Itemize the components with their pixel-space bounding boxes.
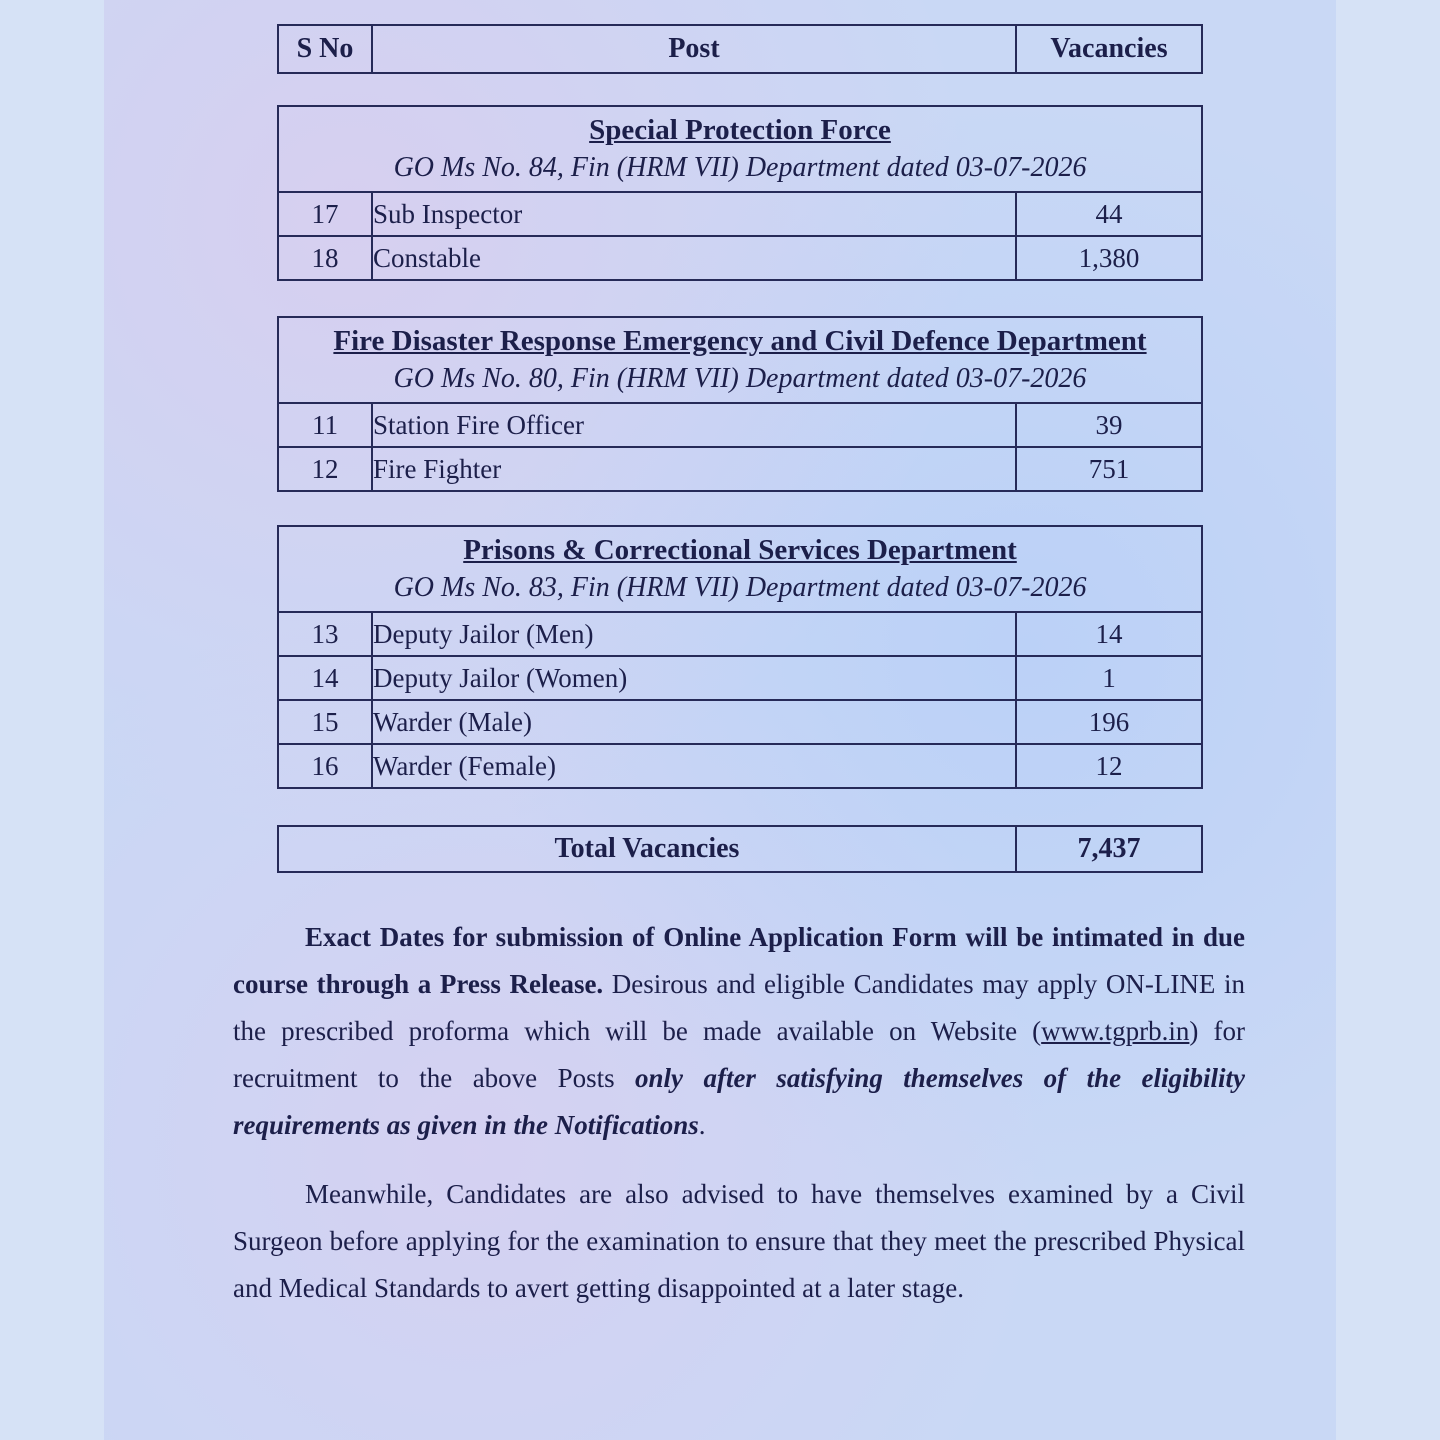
section-go: GO Ms No. 84, Fin (HRM VII) Department dated 03-07-2026 <box>393 152 1087 183</box>
section-title: Fire Disaster Response Emergency and Civil Defence Department <box>333 325 1147 357</box>
para-text: . <box>698 1110 706 1140</box>
row-post: Fire Fighter <box>372 447 1016 491</box>
row-post: Station Fire Officer <box>372 403 1016 447</box>
table-row <box>278 656 1202 700</box>
header-vacancies: Vacancies <box>1016 25 1202 73</box>
section-table-prisons <box>277 525 1203 789</box>
para-emphasis: only after satisfying themselves of the eligibility requirements as given in the Notifications <box>233 1063 1245 1140</box>
total-value: 7,437 <box>1016 826 1202 872</box>
row-post: Constable <box>372 236 1016 280</box>
section-table-fire <box>277 316 1203 492</box>
row-sno: 12 <box>278 447 372 491</box>
left-margin <box>0 0 104 1440</box>
row-vacancies: 14 <box>1016 612 1202 656</box>
header-sno: S No <box>278 25 372 73</box>
table-row <box>278 700 1202 744</box>
section-heading <box>278 106 1202 192</box>
section-title: Prisons & Correctional Services Department <box>463 534 1017 566</box>
para-text: ) for recruitment to the above Posts <box>233 1016 1245 1093</box>
row-vacancies: 12 <box>1016 744 1202 788</box>
header-table <box>277 24 1203 74</box>
row-sno: 15 <box>278 700 372 744</box>
paragraph-application <box>233 914 1245 1149</box>
row-vacancies: 1,380 <box>1016 236 1202 280</box>
row-post: Warder (Female) <box>372 744 1016 788</box>
table-row <box>278 192 1202 236</box>
right-margin <box>1336 0 1440 1440</box>
row-sno: 16 <box>278 744 372 788</box>
para-bold-lead: Exact Dates for submission of Online Application Form will be intimated in due course through a Press Release. <box>233 922 1245 999</box>
paragraph-medical: Meanwhile, Candidates are also advised to have themselves examined by a Civil Surgeon before applying for the examination to ensure that they meet the prescribed Physical and Medical Standards to avert getting disappointed at a later stage. <box>233 1179 1245 1303</box>
row-sno: 18 <box>278 236 372 280</box>
total-table <box>277 825 1203 873</box>
row-vacancies: 751 <box>1016 447 1202 491</box>
row-post: Deputy Jailor (Women) <box>372 656 1016 700</box>
row-vacancies: 1 <box>1016 656 1202 700</box>
table-row <box>278 744 1202 788</box>
row-post: Sub Inspector <box>372 192 1016 236</box>
section-heading <box>278 526 1202 612</box>
row-sno: 13 <box>278 612 372 656</box>
row-sno: 14 <box>278 656 372 700</box>
section-title: Special Protection Force <box>589 114 891 146</box>
para-text: Desirous and eligible Candidates may apply ON-LINE in the prescribed proforma which will be made available on Website ( <box>233 969 1245 1046</box>
table-row <box>278 236 1202 280</box>
website-link[interactable]: www.tgprb.in <box>1041 1016 1190 1046</box>
section-table-spf <box>277 105 1203 281</box>
row-post: Deputy Jailor (Men) <box>372 612 1016 656</box>
row-post: Warder (Male) <box>372 700 1016 744</box>
row-vacancies: 44 <box>1016 192 1202 236</box>
section-go: GO Ms No. 80, Fin (HRM VII) Department dated 03-07-2026 <box>393 363 1087 394</box>
total-label: Total Vacancies <box>278 826 1016 872</box>
table-row <box>278 403 1202 447</box>
header-post: Post <box>372 25 1016 73</box>
table-row <box>278 447 1202 491</box>
row-vacancies: 196 <box>1016 700 1202 744</box>
table-row <box>278 612 1202 656</box>
section-heading <box>278 317 1202 403</box>
section-go: GO Ms No. 83, Fin (HRM VII) Department dated 03-07-2026 <box>393 572 1087 603</box>
row-sno: 17 <box>278 192 372 236</box>
row-sno: 11 <box>278 403 372 447</box>
row-vacancies: 39 <box>1016 403 1202 447</box>
